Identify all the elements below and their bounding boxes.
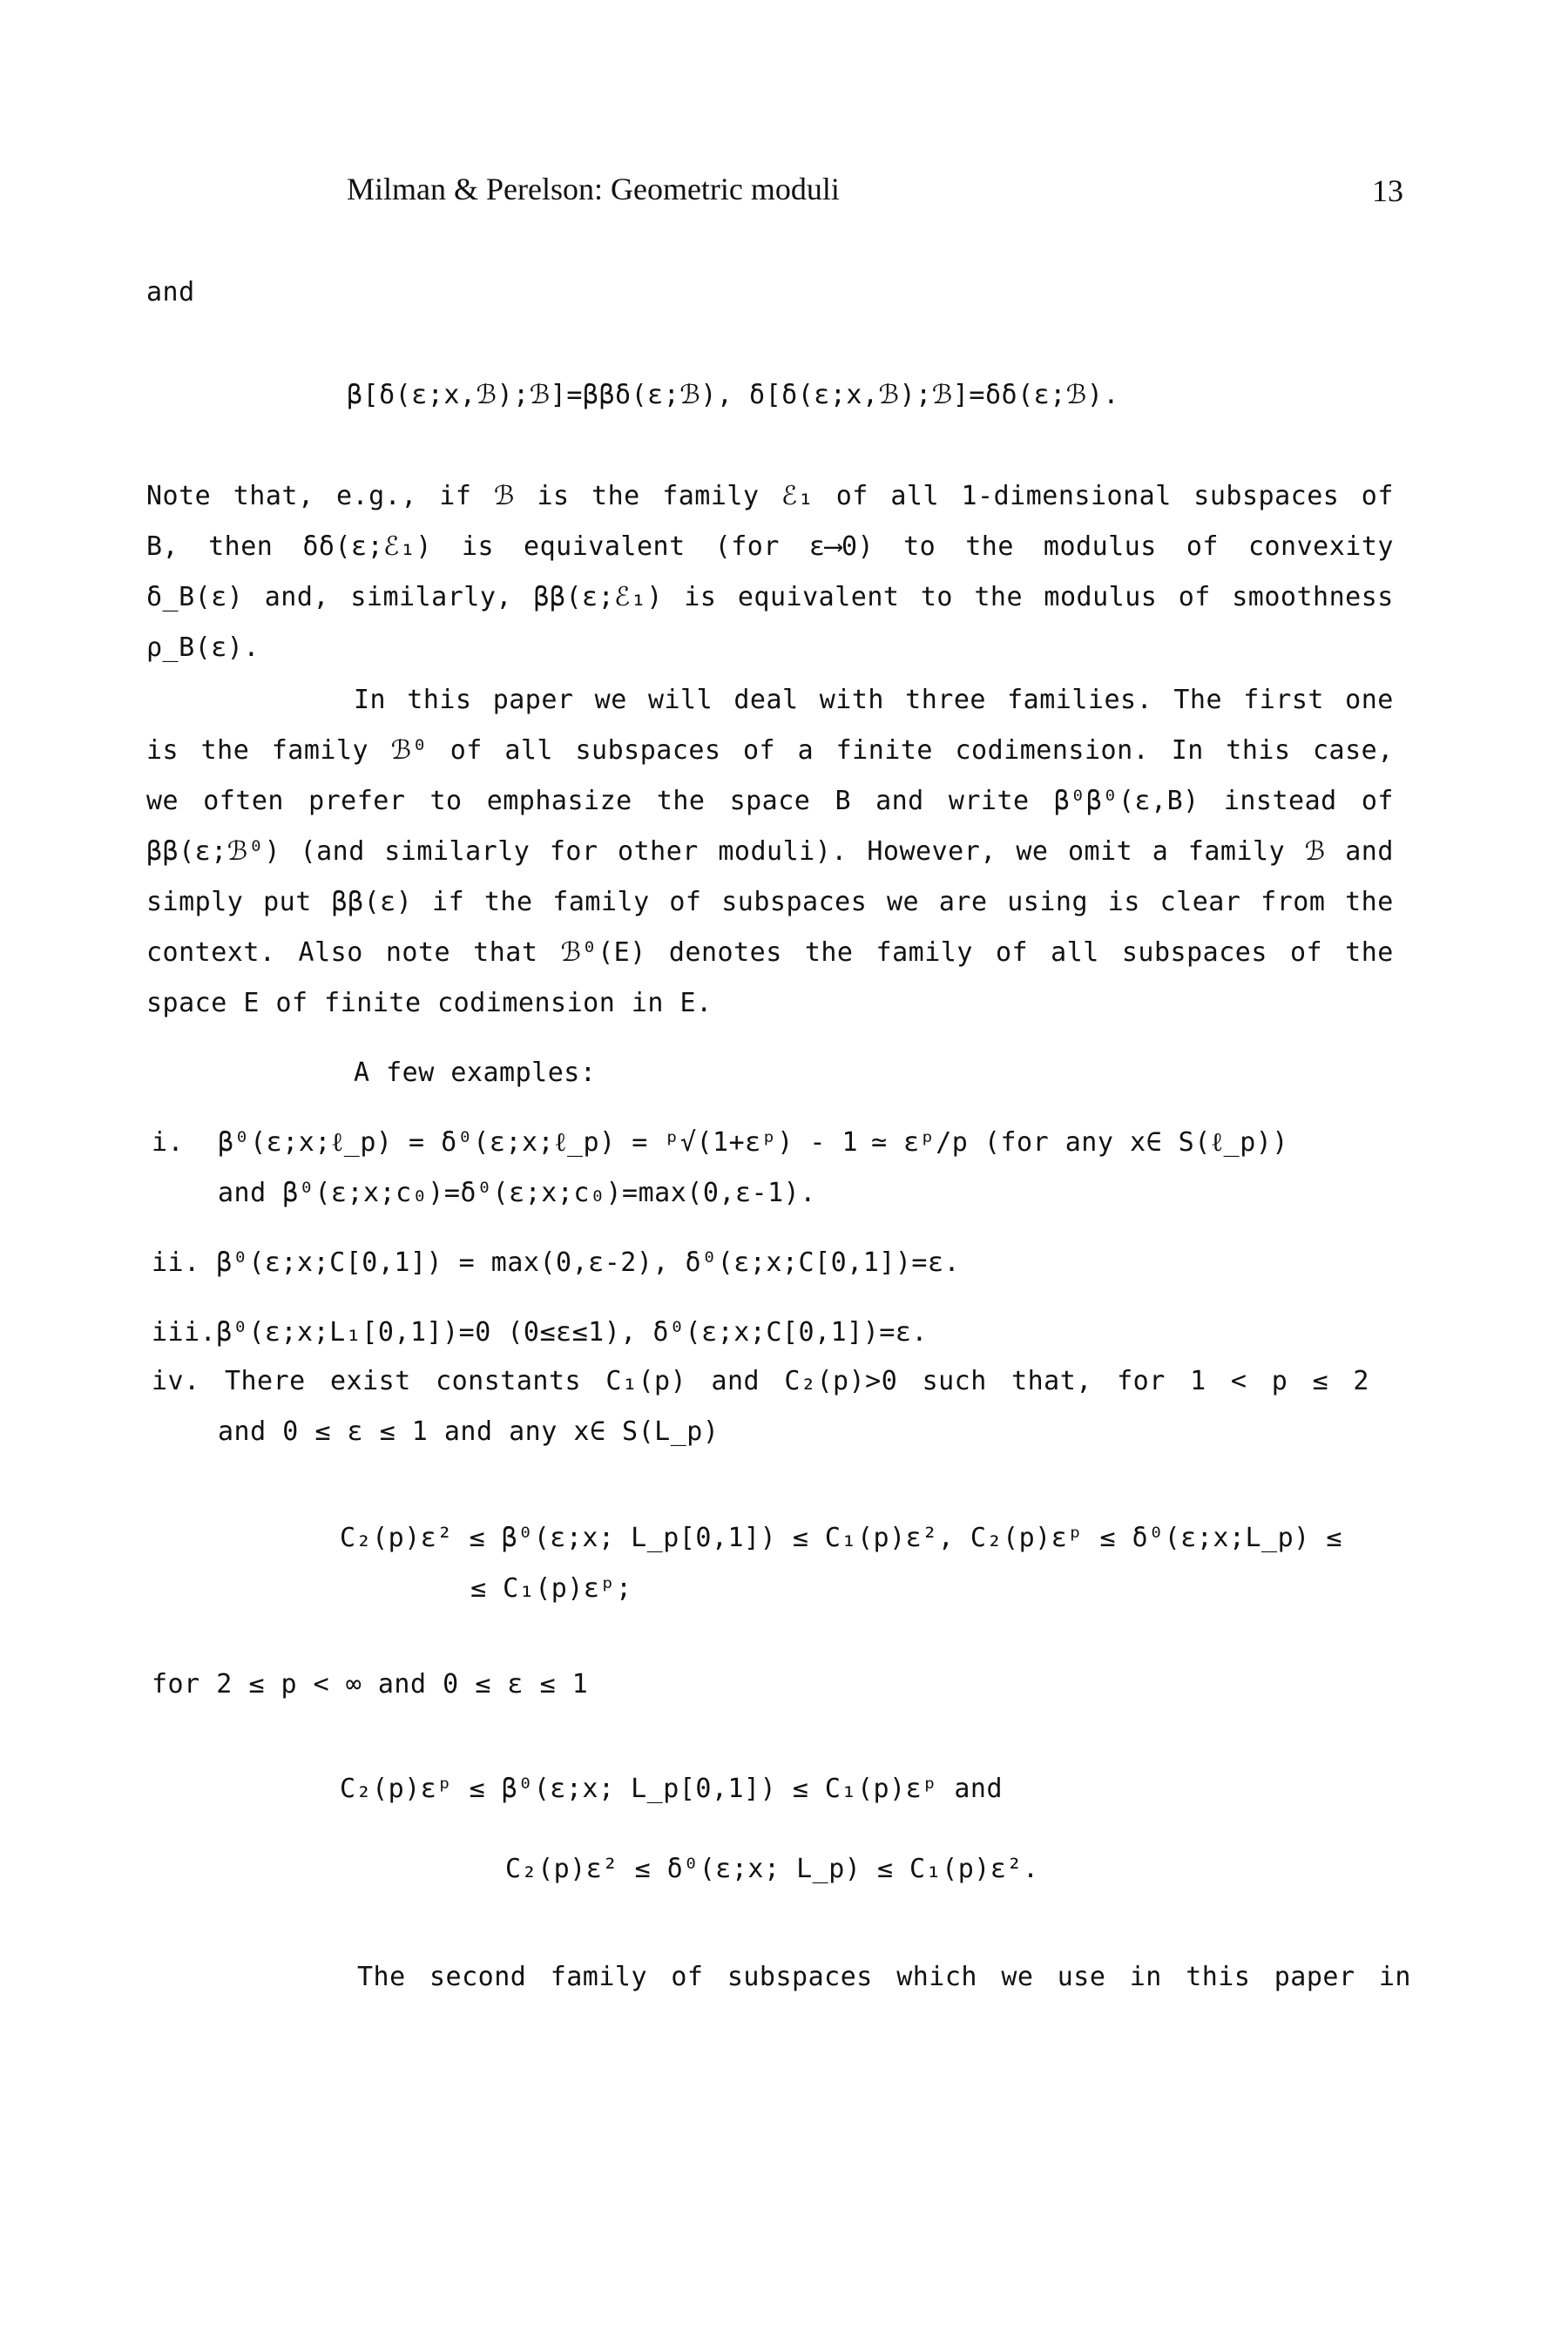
word: < xyxy=(1230,1366,1247,1396)
paragraph-1-line-4: ρ_B(ε). xyxy=(146,632,260,663)
word: family xyxy=(550,1962,648,1992)
word: B xyxy=(835,786,851,816)
word: and xyxy=(875,786,924,816)
word: of xyxy=(669,887,702,917)
word-and: and xyxy=(146,277,195,308)
example-iii: iii.β⁰(ε;x;L₁[0,1])=0 (0≤ε≤1), δ⁰(ε;x;C[0,1])=ε. xyxy=(152,1317,928,1348)
word: ββ(ε;ℰ₁) xyxy=(533,582,663,612)
example-i-label: i. xyxy=(152,1127,185,1158)
word: p xyxy=(1271,1366,1288,1396)
word: and, xyxy=(264,582,329,612)
word: all xyxy=(1051,937,1099,968)
word: note xyxy=(385,937,451,968)
word: 1 xyxy=(1190,1366,1206,1396)
word: if xyxy=(432,887,465,917)
word: and xyxy=(1345,836,1394,867)
word: subspaces xyxy=(1121,937,1267,968)
word: ℰ₁ xyxy=(781,481,814,511)
word: subspaces xyxy=(575,735,721,766)
word: the xyxy=(1345,887,1394,917)
word: put xyxy=(263,887,312,917)
word: 2 xyxy=(1353,1366,1369,1396)
word: paper xyxy=(1274,1962,1355,1992)
word: ℬ xyxy=(1304,836,1326,867)
word: C₂(p)>0 xyxy=(784,1366,898,1396)
word: using xyxy=(1007,887,1089,917)
word: the xyxy=(974,582,1024,612)
word: in xyxy=(1129,1962,1162,1992)
word: C₁(p) xyxy=(605,1366,687,1396)
word: family xyxy=(271,735,369,766)
word: constants xyxy=(436,1366,582,1396)
word: subspaces xyxy=(721,887,868,917)
word: of xyxy=(743,735,776,766)
word: we xyxy=(1001,1962,1034,1992)
word: we xyxy=(594,685,627,715)
word: this xyxy=(1186,1962,1251,1992)
word: three xyxy=(905,685,986,715)
example-i-formula: β⁰(ε;x;ℓ_p) = δ⁰(ε;x;ℓ_p) = ᵖ√(1+εᵖ) - 1 xyxy=(218,1127,859,1158)
word: iv. xyxy=(152,1366,200,1396)
word: smoothness xyxy=(1232,582,1394,612)
word: is xyxy=(684,582,717,612)
word: denotes xyxy=(668,937,782,968)
for-range-line: for 2 ≤ p < ∞ and 0 ≤ ε ≤ 1 xyxy=(152,1669,589,1700)
word: second xyxy=(429,1962,527,1992)
word: of xyxy=(449,735,483,766)
paragraph-1-line-3 xyxy=(146,582,1394,613)
word: subspaces xyxy=(727,1962,873,1992)
word: a xyxy=(1152,836,1169,867)
word: then xyxy=(208,531,274,562)
word: and xyxy=(711,1366,760,1396)
word: is xyxy=(537,481,570,511)
word: a xyxy=(797,735,814,766)
word: ββ(ε) xyxy=(331,887,413,917)
word: similarly, xyxy=(350,582,512,612)
word: instead xyxy=(1223,786,1337,816)
word: family xyxy=(875,937,973,968)
paragraph-2-line-2 xyxy=(146,735,1394,767)
word: for xyxy=(549,836,598,867)
word: ε⟶0) xyxy=(808,531,875,562)
word: space xyxy=(729,786,811,816)
word: of xyxy=(1186,531,1219,562)
example-iv-line-1 xyxy=(152,1366,1369,1397)
running-title: Milman & Perelson: Geometric moduli xyxy=(347,172,840,206)
word: paper xyxy=(492,685,574,715)
display-equation-2a: C₂(p)ε² ≤ β⁰(ε;x; L_p[0,1]) ≤ C₁(p)ε², C₂(p)εᵖ ≤ δ⁰(ε;x;L_p) ≤ xyxy=(340,1523,1342,1553)
word: use xyxy=(1057,1962,1106,1992)
display-equation-3a: C₂(p)εᵖ ≤ β⁰(ε;x; L_p[0,1]) ≤ C₁(p)εᵖ and xyxy=(340,1774,1004,1804)
word: first xyxy=(1243,685,1324,715)
word: this xyxy=(1226,735,1291,766)
word: of xyxy=(995,937,1029,968)
word: case, xyxy=(1313,735,1394,766)
display-equation-1: β[δ(ε;x,ℬ);ℬ]=ββδ(ε;ℬ), δ[δ(ε;x,ℬ);ℬ]=δδ(ε;ℬ). xyxy=(347,380,1119,410)
word: such xyxy=(922,1366,987,1396)
word: modulus xyxy=(1043,531,1157,562)
paragraph-1-line-2 xyxy=(146,531,1394,563)
word: family xyxy=(552,887,650,917)
word: prefer xyxy=(308,786,406,816)
word: codimension. xyxy=(955,735,1150,766)
word: ≤ xyxy=(1312,1366,1329,1396)
word: subspaces xyxy=(1193,481,1340,511)
paragraph-2-line-7: space E of finite codimension in E. xyxy=(146,988,713,1018)
word: finite xyxy=(835,735,933,766)
word: emphasize xyxy=(486,786,632,816)
example-i-c0: and β⁰(ε;x;c₀)=δ⁰(ε;x;c₀)=max(0,ε-1). xyxy=(218,1178,816,1208)
word: ββ(ε;ℬ⁰) xyxy=(146,836,281,867)
word: deal xyxy=(733,685,799,715)
word: similarly xyxy=(384,836,531,867)
example-i-asymptotic: ≃ εᵖ/p (for any x∈ S(ℓ_p)) xyxy=(871,1127,1288,1158)
word: moduli). xyxy=(718,836,848,867)
word: this xyxy=(407,685,472,715)
word: one xyxy=(1345,685,1394,715)
word: In xyxy=(1171,735,1204,766)
word: will xyxy=(647,685,713,715)
word: of xyxy=(1361,786,1394,816)
examples-intro: A few examples: xyxy=(354,1058,597,1088)
word: to xyxy=(920,582,953,612)
word: The xyxy=(1173,685,1223,715)
paragraph-2-line-4 xyxy=(146,836,1394,868)
word: that xyxy=(473,937,538,968)
word: Note xyxy=(146,481,212,511)
word: other xyxy=(618,836,699,867)
word: There xyxy=(224,1366,306,1396)
paragraph-2-line-6 xyxy=(146,937,1394,969)
display-equation-2b: ≤ C₁(p)εᵖ; xyxy=(470,1573,632,1604)
word: the xyxy=(656,786,706,816)
word: is xyxy=(146,735,179,766)
word: if xyxy=(439,481,472,511)
word: the xyxy=(804,937,854,968)
word: the xyxy=(591,481,640,511)
paragraph-1-line-1 xyxy=(146,481,1394,512)
word: that, xyxy=(1011,1366,1092,1396)
word: omit xyxy=(1067,836,1133,867)
word: B, xyxy=(146,531,179,562)
word: δδ(ε;ℰ₁) xyxy=(302,531,432,562)
word: we xyxy=(887,887,920,917)
word: simply xyxy=(146,887,244,917)
word: we xyxy=(1016,836,1049,867)
word: context. xyxy=(146,937,276,968)
word: in xyxy=(1378,1962,1411,1992)
word: of xyxy=(1178,582,1211,612)
word: Also xyxy=(298,937,363,968)
word: (for xyxy=(714,531,780,562)
word: e.g., xyxy=(336,481,417,511)
word: However, xyxy=(867,836,997,867)
word: 1-dimensional xyxy=(961,481,1172,511)
word: convexity xyxy=(1247,531,1394,562)
word: all xyxy=(890,481,940,511)
word: clear xyxy=(1159,887,1241,917)
example-ii: ii. β⁰(ε;x;C[0,1]) = max(0,ε-2), δ⁰(ε;x;C[0,1])=ε. xyxy=(152,1247,961,1278)
paragraph-2-line-1 xyxy=(354,685,1394,716)
word: β⁰β⁰(ε,B) xyxy=(1053,786,1200,816)
word: ℬ xyxy=(493,481,515,511)
word: In xyxy=(354,685,387,715)
word: equivalent xyxy=(524,531,686,562)
example-iv-line-2: and 0 ≤ ε ≤ 1 and any x∈ S(L_p) xyxy=(218,1416,720,1447)
word: the xyxy=(1345,937,1394,968)
word: of xyxy=(1289,937,1323,968)
word: all xyxy=(504,735,553,766)
word: for xyxy=(1117,1366,1166,1396)
word: the xyxy=(965,531,1014,562)
word: family xyxy=(662,481,760,511)
word: that, xyxy=(233,481,314,511)
word: ℬ⁰ xyxy=(390,735,429,766)
word: family xyxy=(1187,836,1286,867)
word: are xyxy=(938,887,988,917)
word: exist xyxy=(330,1366,411,1396)
word: with xyxy=(819,685,884,715)
word: to xyxy=(903,531,936,562)
word: δ_B(ε) xyxy=(146,582,244,612)
paragraph-2-line-5 xyxy=(146,887,1394,918)
page-number: 13 xyxy=(1372,173,1403,208)
word: ℬ⁰(E) xyxy=(560,937,646,968)
word: the xyxy=(200,735,250,766)
word: often xyxy=(203,786,284,816)
display-equation-3b: C₂(p)ε² ≤ δ⁰(ε;x; L_p) ≤ C₁(p)ε². xyxy=(505,1854,1039,1884)
word: of xyxy=(1361,481,1394,511)
word: (and xyxy=(300,836,365,867)
closing-line xyxy=(357,1962,1411,1993)
word: we xyxy=(146,786,179,816)
word: write xyxy=(948,786,1030,816)
word: of xyxy=(671,1962,704,1992)
word: of xyxy=(835,481,868,511)
word: which xyxy=(896,1962,977,1992)
word: to xyxy=(429,786,463,816)
word: modulus xyxy=(1044,582,1158,612)
word: the xyxy=(483,887,533,917)
word: is xyxy=(1107,887,1140,917)
word: families. xyxy=(1007,685,1153,715)
word: is xyxy=(461,531,495,562)
word: The xyxy=(357,1962,406,1992)
word: from xyxy=(1260,887,1326,917)
paragraph-2-line-3 xyxy=(146,786,1394,817)
word: equivalent xyxy=(737,582,900,612)
